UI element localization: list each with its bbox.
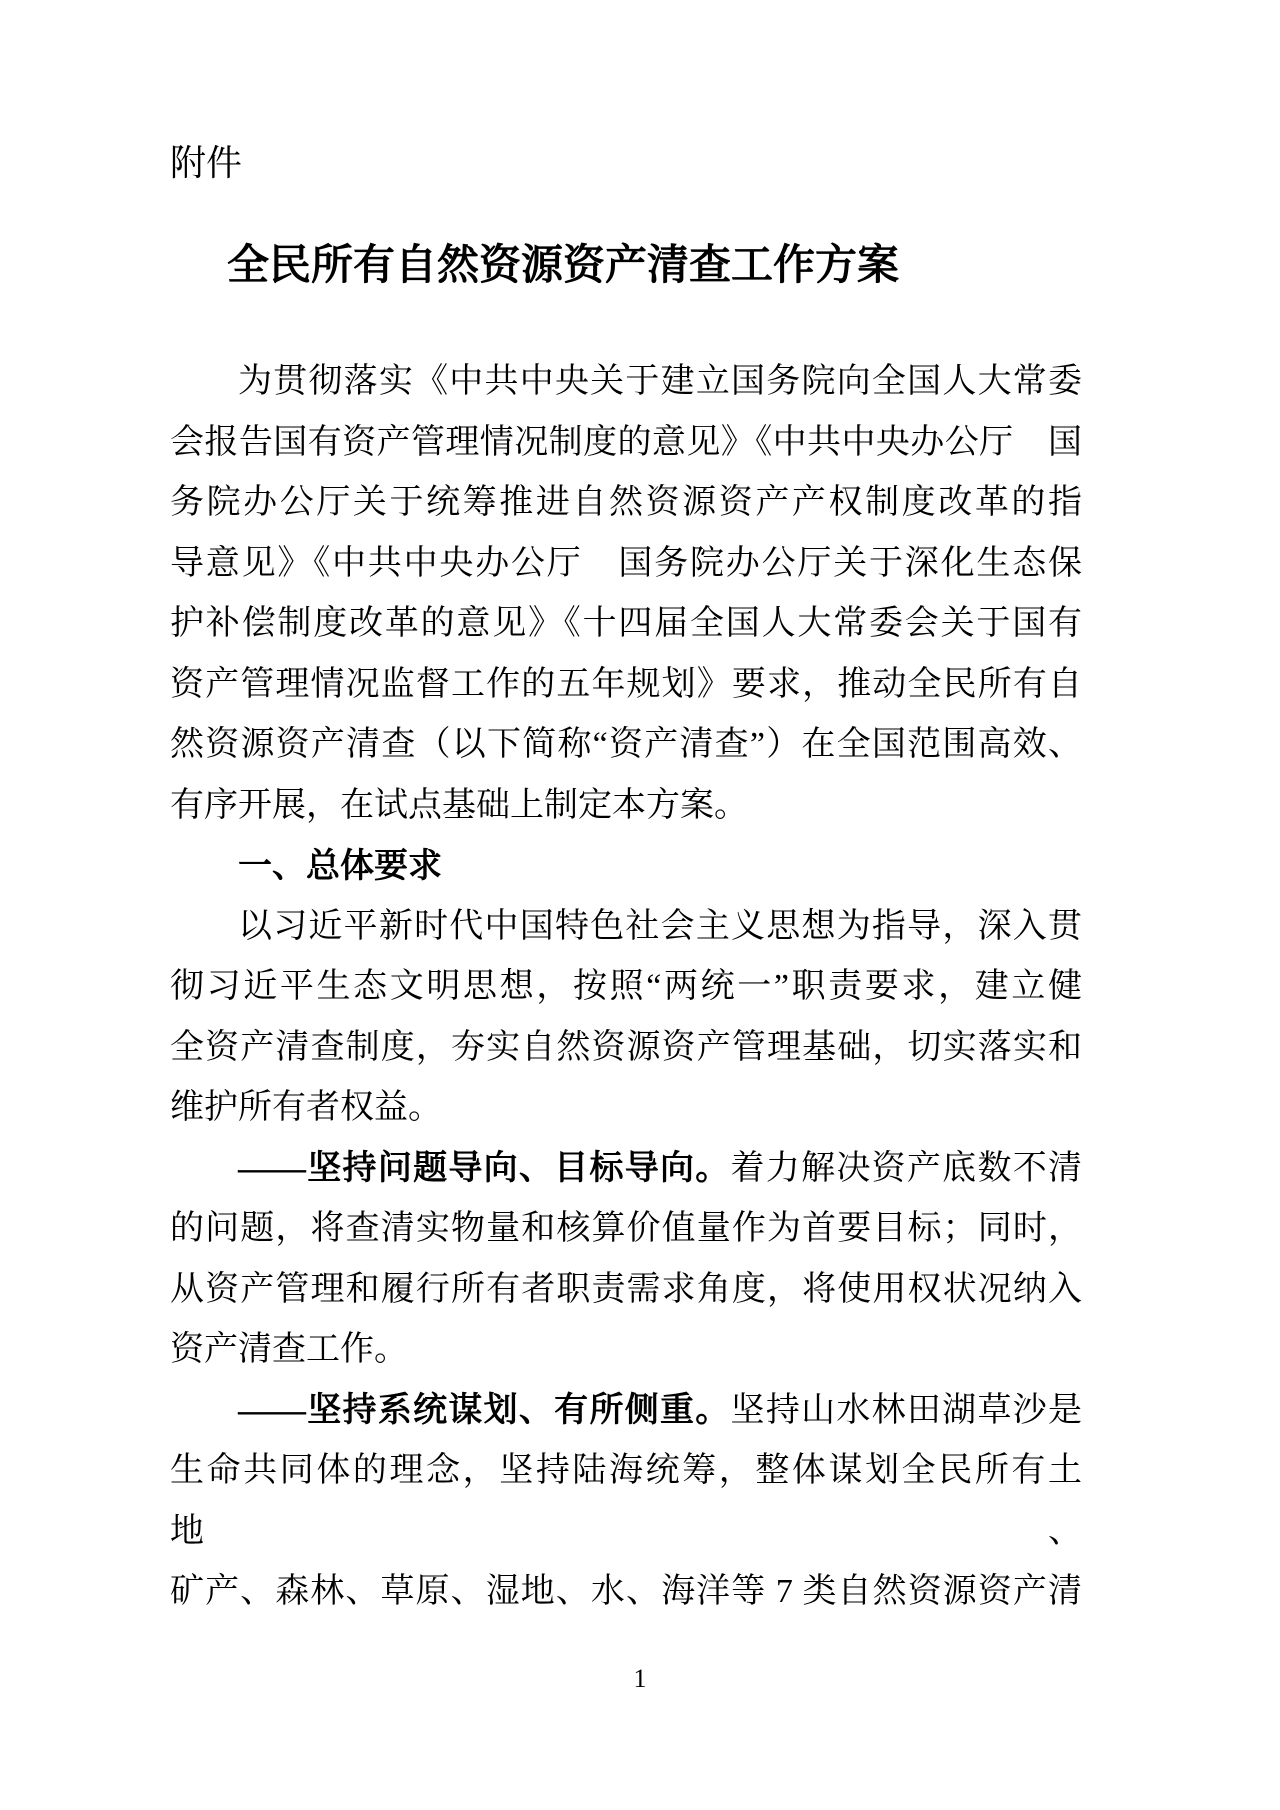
text-line (170, 1139, 1082, 1200)
text-line (170, 1441, 1082, 1562)
line-text: 导意见》《中共中央办公厅 国务院办公厅关于深化生态保 (170, 544, 1082, 582)
line-text: 全资产清查制度，夯实自然资源资产管理基础，切实落实和 (170, 1028, 1082, 1066)
attachment-label: 附件 (170, 142, 243, 183)
text-line (170, 715, 1082, 776)
text-line (170, 1260, 1082, 1321)
document-title: 全民所有自然资源资产清查工作方案 (227, 243, 900, 289)
text-line (170, 655, 1082, 716)
line-text: 坚持山水林田湖草沙是 (730, 1391, 1083, 1429)
text-line (170, 1320, 1082, 1381)
line-text: 生命共同体的理念，坚持陆海统筹，整体谋划全民所有土地、 (170, 1452, 1082, 1550)
document-body (170, 352, 1082, 1623)
text-line (170, 1018, 1082, 1079)
lead-emphasis: ——坚持问题导向、目标导向。 (238, 1149, 731, 1187)
text-line (170, 352, 1082, 413)
line-text: 为贯彻落实《中共中央关于建立国务院向全国人大常委 (238, 363, 1082, 400)
line-text: 彻习近平生态文明思想，按照“两统一”职责要求，建立健 (170, 968, 1082, 1005)
line-text: 从资产管理和履行所有者职责需求角度，将使用权状况纳入 (170, 1270, 1082, 1308)
text-line (170, 1381, 1082, 1442)
page-number: 1 (633, 1664, 647, 1693)
line-text: 有序开展，在试点基础上制定本方案。 (170, 786, 748, 824)
line-text: 着力解决资产底数不清 (730, 1149, 1083, 1187)
text-line (170, 957, 1082, 1018)
text-line (170, 594, 1082, 655)
line-text: 然资源资产清查（以下简称“资产清查”）在全国范围高效、 (170, 726, 1082, 763)
line-text: 维护所有者权益。 (170, 1089, 442, 1126)
line-text: 资产管理情况监督工作的五年规划》要求，推动全民所有自 (170, 665, 1082, 703)
text-line (170, 776, 1082, 837)
line-text: 矿产、森林、草原、湿地、水、海洋等 7 类自然资源资产清 (170, 1573, 1082, 1610)
text-line (170, 1562, 1082, 1623)
text-line (170, 534, 1082, 595)
line-text: 护补偿制度改革的意见》《十四届全国人大常委会关于国有 (170, 605, 1082, 642)
text-line (170, 1199, 1082, 1260)
line-text: 的问题，将查清实物量和核算价值量作为首要目标；同时， (170, 1210, 1082, 1247)
text-line (170, 473, 1082, 534)
section-heading (170, 836, 1082, 897)
line-text: 一、总体要求 (238, 847, 442, 885)
line-text: 资产清查工作。 (170, 1331, 408, 1368)
lead-emphasis: ——坚持系统谋划、有所侧重。 (238, 1391, 731, 1429)
text-line (170, 413, 1082, 474)
text-line (170, 897, 1082, 958)
line-text: 务院办公厅关于统筹推进自然资源资产产权制度改革的指 (170, 484, 1082, 521)
line-text: 以习近平新时代中国特色社会主义思想为指导，深入贯 (238, 907, 1082, 945)
text-line (170, 1078, 1082, 1139)
line-text: 会报告国有资产管理情况制度的意见》《中共中央办公厅 国 (170, 423, 1082, 461)
